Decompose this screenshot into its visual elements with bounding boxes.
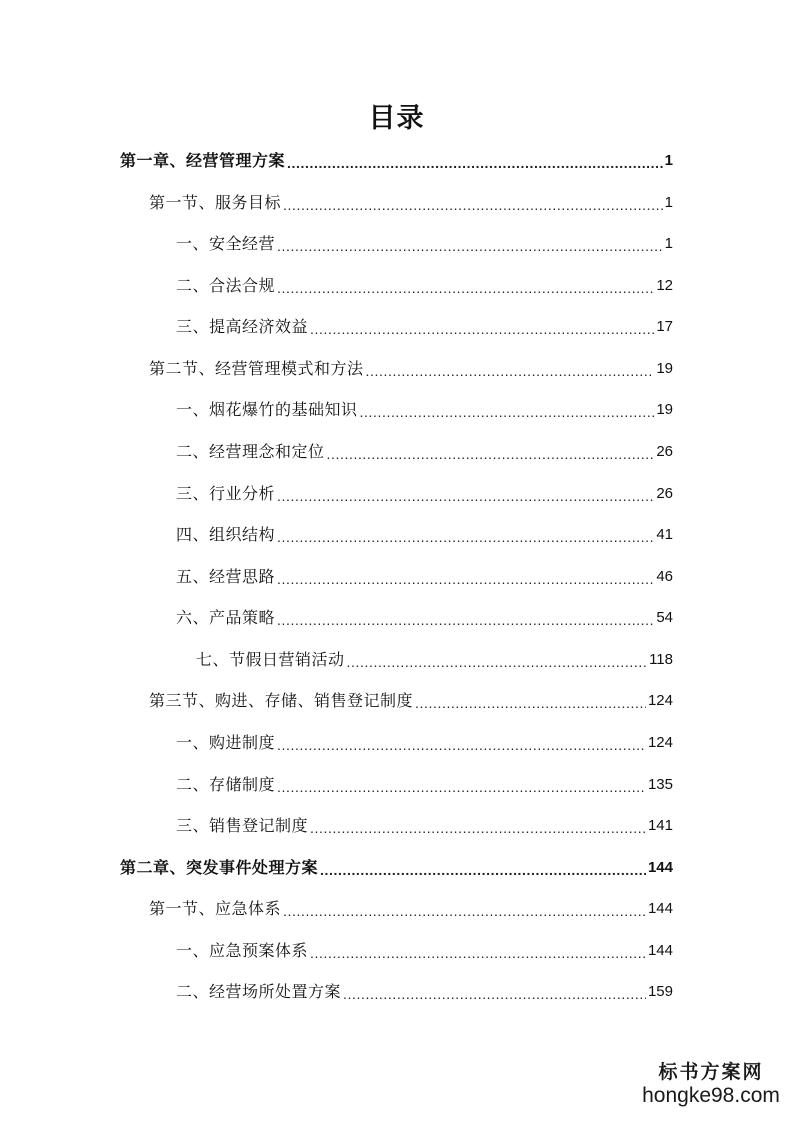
watermark	[641, 1060, 781, 1108]
toc-entry[interactable]	[176, 603, 673, 629]
toc-page-number: 17	[656, 318, 673, 335]
toc-dot-leader	[415, 694, 646, 712]
toc-page-number: 46	[656, 568, 673, 585]
toc-entry-label: 第一章、经营管理方案	[120, 151, 286, 170]
toc-dot-leader	[277, 736, 646, 754]
toc-dot-leader	[287, 154, 663, 172]
toc-page-number: 144	[647, 859, 673, 876]
toc-entry-label: 一、安全经营	[176, 234, 276, 253]
toc-page-number: 144	[647, 900, 673, 917]
toc-dot-leader	[310, 944, 646, 962]
toc-entry[interactable]	[149, 894, 673, 920]
toc-page-number: 118	[649, 651, 673, 668]
toc-page-number: 19	[656, 401, 673, 418]
page-title: 目录	[368, 103, 425, 134]
toc-entry[interactable]	[149, 188, 673, 214]
toc-entry[interactable]	[176, 229, 673, 255]
toc-entry[interactable]	[176, 520, 673, 546]
toc-entry[interactable]	[176, 395, 673, 421]
toc-page-number: 26	[656, 443, 673, 460]
toc-entry[interactable]	[176, 312, 673, 338]
toc-entry-label: 第一节、应急体系	[149, 899, 282, 918]
toc-page-number: 141	[647, 817, 673, 834]
toc-entry[interactable]	[176, 479, 673, 505]
toc-page-number: 144	[647, 942, 673, 959]
toc-entry[interactable]	[176, 977, 673, 1003]
watermark-url: hongke98.com	[642, 1084, 780, 1107]
toc-page-number: 19	[656, 360, 673, 377]
toc-page-number: 54	[656, 609, 673, 626]
toc-dot-leader	[327, 445, 655, 463]
toc-dot-leader	[283, 196, 663, 214]
toc-entry-label: 二、合法合规	[176, 276, 276, 295]
toc-page-number: 124	[647, 734, 673, 751]
toc-dot-leader	[283, 902, 646, 920]
toc-page-number: 1	[664, 152, 673, 169]
toc-page-number: 135	[647, 776, 673, 793]
toc-entry-label: 二、存储制度	[176, 775, 276, 794]
toc-dot-leader	[277, 570, 654, 588]
toc-entry[interactable]	[176, 770, 673, 796]
toc-dot-leader	[310, 819, 646, 837]
toc-entry-label: 三、销售登记制度	[176, 816, 309, 835]
toc-page-number: 12	[656, 277, 673, 294]
toc-entry[interactable]	[176, 936, 673, 962]
toc-entry-label: 第一节、服务目标	[149, 193, 282, 212]
toc-entry[interactable]	[120, 146, 673, 172]
toc-entry[interactable]	[176, 437, 673, 463]
toc-dot-leader	[277, 611, 654, 629]
toc-entry[interactable]	[176, 728, 673, 754]
toc-dot-leader	[277, 778, 646, 796]
toc-entry[interactable]	[196, 645, 673, 671]
toc-entry[interactable]	[176, 271, 673, 297]
toc-page-number: 124	[647, 692, 673, 709]
toc-entry-label: 二、经营场所处置方案	[176, 982, 342, 1001]
toc-entry-label: 一、购进制度	[176, 733, 276, 752]
watermark-site-name: 标书方案网	[658, 1061, 764, 1083]
toc-entry-label: 第二章、突发事件处理方案	[120, 858, 319, 877]
toc-page-number: 1	[664, 194, 673, 211]
toc-dot-leader	[320, 861, 646, 879]
toc-entry[interactable]	[149, 354, 673, 380]
toc-dot-leader	[360, 403, 655, 421]
toc-page-number: 26	[656, 485, 673, 502]
toc-entry-label: 三、提高经济效益	[176, 317, 309, 336]
toc-page-number: 41	[656, 526, 673, 543]
toc-entry[interactable]	[120, 853, 673, 879]
toc-entry-label: 七、节假日营销活动	[196, 650, 345, 669]
toc-dot-leader	[277, 487, 654, 505]
toc-entry-label: 一、应急预案体系	[176, 941, 309, 960]
toc-entry-label: 第二节、经营管理模式和方法	[149, 359, 364, 378]
toc-dot-leader	[277, 237, 663, 255]
toc-entry-label: 二、经营理念和定位	[176, 442, 325, 461]
toc-dot-leader	[366, 362, 655, 380]
toc-entry[interactable]	[176, 562, 673, 588]
toc-dot-leader	[343, 985, 646, 1003]
toc-entry-label: 四、组织结构	[176, 525, 276, 544]
toc-entry[interactable]	[176, 811, 673, 837]
toc-dot-leader	[310, 320, 654, 338]
toc-page-number: 159	[647, 983, 673, 1000]
toc-dot-leader	[347, 653, 648, 671]
toc-dot-leader	[277, 279, 654, 297]
toc-entry[interactable]	[149, 686, 673, 712]
toc-dot-leader	[277, 528, 654, 546]
toc-entry-label: 五、经营思路	[176, 567, 276, 586]
toc-entry-label: 六、产品策略	[176, 608, 276, 627]
toc-entry-label: 三、行业分析	[176, 484, 276, 503]
toc-page-number: 1	[664, 235, 673, 252]
toc-entry-label: 第三节、购进、存储、销售登记制度	[149, 691, 414, 710]
toc-entry-label: 一、烟花爆竹的基础知识	[176, 400, 358, 419]
